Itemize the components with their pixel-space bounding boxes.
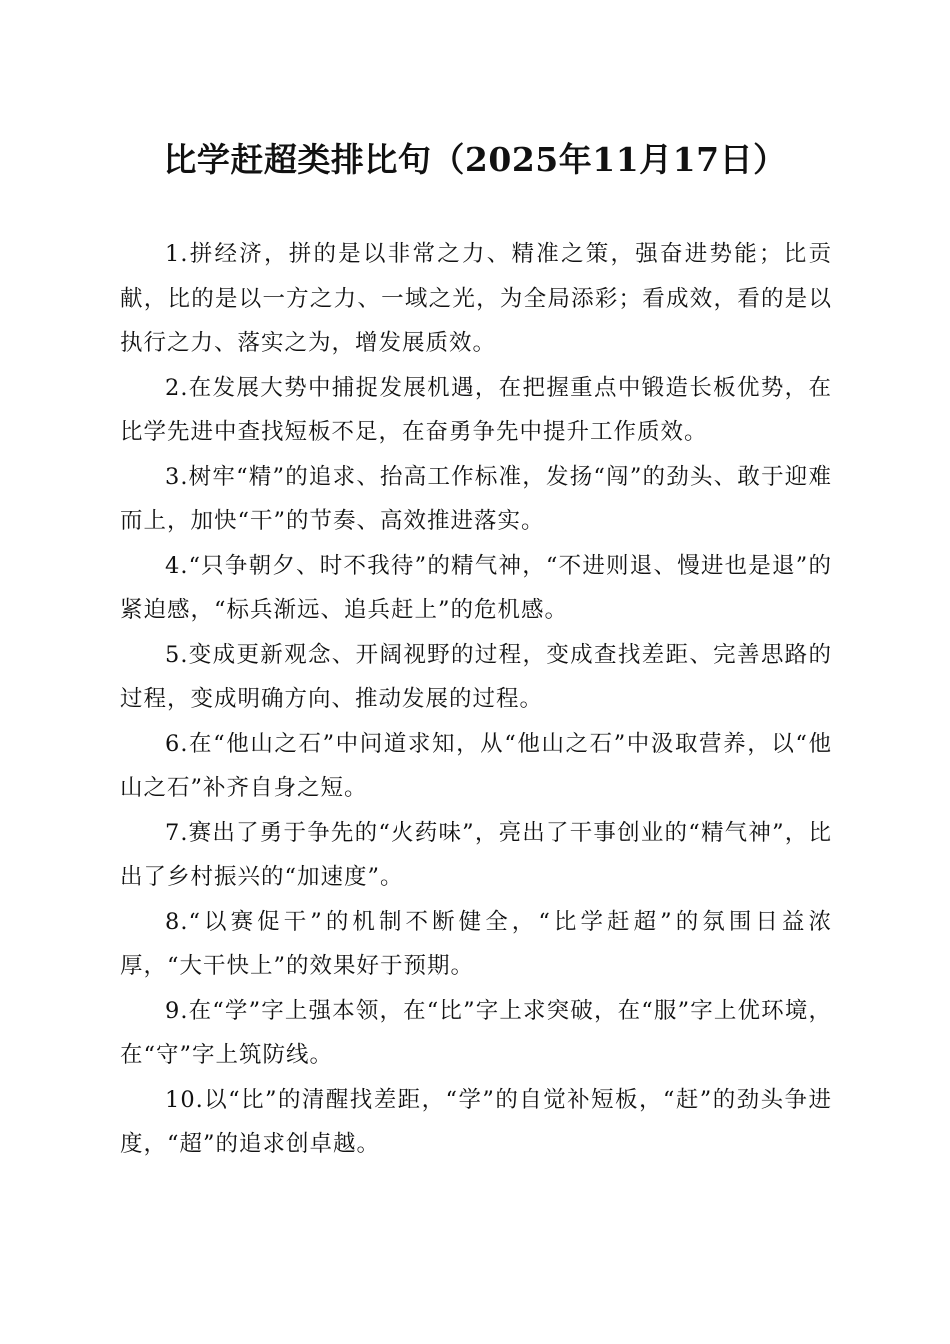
- paragraph-2: 2.在发展大势中捕捉发展机遇，在把握重点中锻造长板优势，在比学先进中查找短板不足，在奋勇争先中提升工作质效。: [120, 374, 832, 445]
- paragraph-6: 6.在“他山之石”中问道求知，从“他山之石”中汲取营养，以“他山之石”补齐自身之短。: [120, 730, 832, 801]
- document-body: [120, 232, 832, 1167]
- paragraph-10: 10.以“比”的清醒找差距，“学”的自觉补短板，“赶”的劲头争进度，“超”的追求创卓越。: [120, 1086, 832, 1157]
- paragraph-1: 1.拼经济，拼的是以非常之力、精准之策，强奋进势能；比贡献，比的是以一方之力、一域之光，为全局添彩；看成效，看的是以执行之力、落实之为，增发展质效。: [120, 241, 832, 356]
- paragraph-3: 3.树牢“精”的追求、抬高工作标准，发扬“闯”的劲头、敢于迎难而上，加快“干”的节奏、高效推进落实。: [120, 463, 832, 534]
- paragraph-8: 8.“以赛促干”的机制不断健全，“比学赶超”的氛围日益浓厚，“大干快上”的效果好于预期。: [120, 908, 832, 979]
- paragraph-4: 4.“只争朝夕、时不我待”的精气神，“不进则退、慢进也是退”的紧迫感，“标兵渐远、追兵赶上”的危机感。: [120, 552, 832, 623]
- paragraph-7: 7.赛出了勇于争先的“火药味”，亮出了干事创业的“精气神”，比出了乡村振兴的“加速度”。: [120, 819, 832, 890]
- paragraph-5: 5.变成更新观念、开阔视野的过程，变成查找差距、完善思路的过程，变成明确方向、推动发展的过程。: [120, 641, 832, 712]
- paragraph-9: 9.在“学”字上强本领，在“比”字上求突破，在“服”字上优环境，在“守”字上筑防线。: [120, 997, 832, 1068]
- document-title: 比学赶超类排比句（2025年11月17日）: [163, 140, 787, 179]
